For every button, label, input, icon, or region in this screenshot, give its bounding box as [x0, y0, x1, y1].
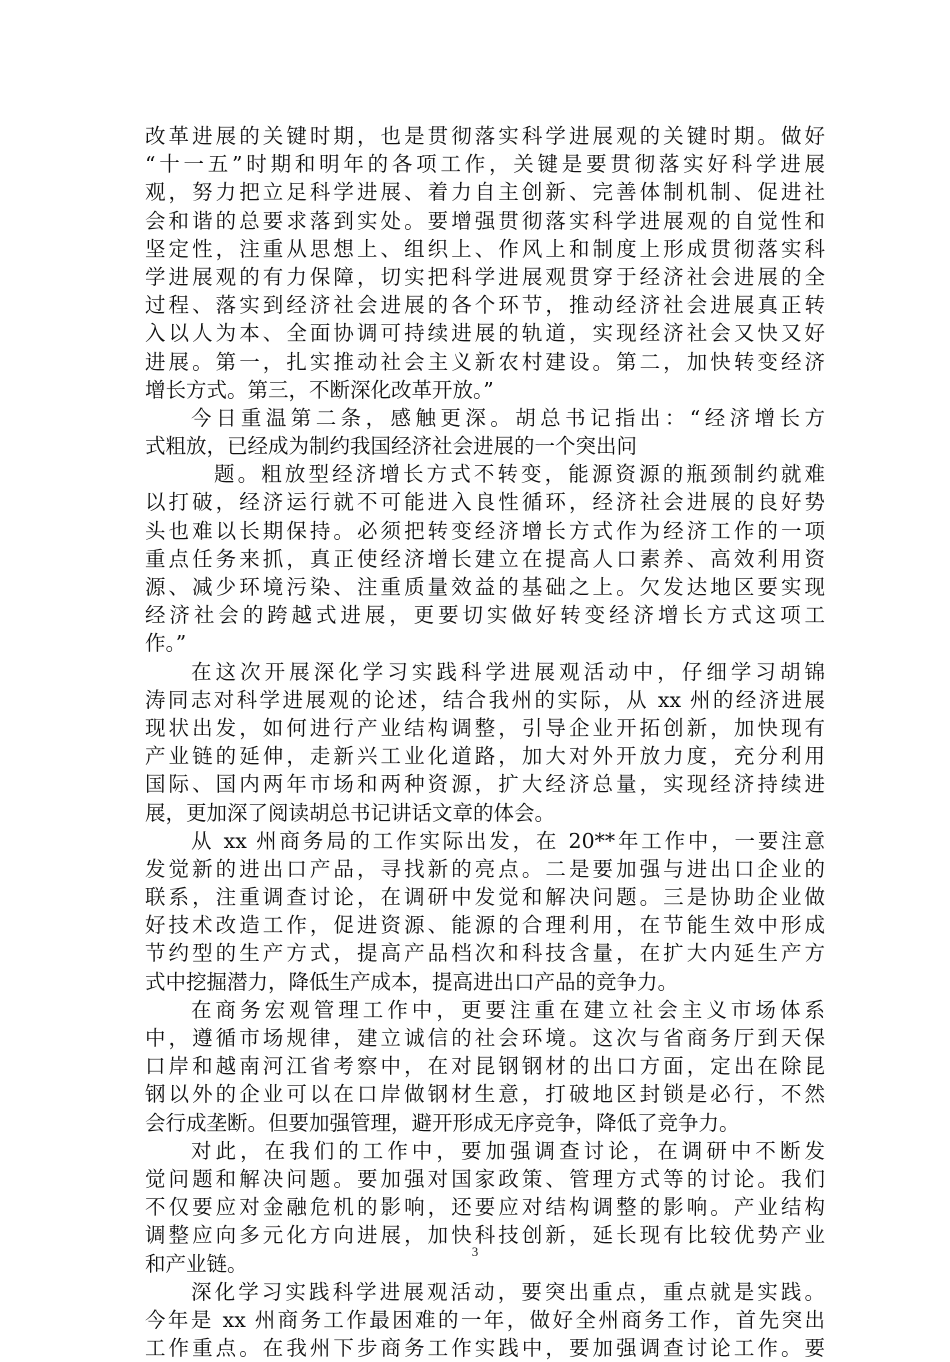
text-line: 重点任务来抓，真正使经济增长建立在提高人口素养、高效利用资 [145, 546, 825, 571]
text-line: 对此，在我们的工作中，要加强调查讨论，在调研中不断发 [191, 1138, 825, 1163]
document-body [145, 122, 825, 1362]
text-line: 在这次开展深化学习实践科学进展观活动中，仔细学习胡锦 [191, 659, 825, 684]
text-line: 观，努力把立足科学进展、着力自主创新、完善体制机制、促进社 [145, 180, 825, 205]
text-line: 题。粗放型经济增长方式不转变，能源资源的瓶颈制约就难 [214, 462, 825, 487]
text-line: 中，遵循市场规律，建立诚信的社会环境。这次与省商务厅到天保 [145, 1026, 825, 1050]
text-line: 钢以外的企业可以在口岸做钢材生意，打破地区封锁是必行，不然 [145, 1082, 825, 1107]
text-line: “十一五”时期和明年的各项工作，关键是要贯彻落实好科学进展 [145, 152, 825, 177]
text-line: 以打破，经济运行就不可能进入良性循环，经济社会进展的良好势 [145, 490, 825, 515]
text-line: 深化学习实践科学进展观活动，要突出重点，重点就是实践。 [191, 1279, 825, 1304]
text-line: 式粗放，已经成为制约我国经济社会进展的一个突出问 [145, 434, 637, 459]
text-line: 学进展观的有力保障，切实把科学进展观贯穿于经济社会进展的全 [145, 264, 825, 289]
text-line: 增长方式。第三，不断深化改革开放。” [145, 377, 494, 402]
text-line: 今年是 xx 州商务工作最困难的一年，做好全州商务工作，首先突出 [145, 1307, 825, 1332]
text-line: 联系，注重调查讨论，在调研中发觉和解决问题。三是协助企业做 [145, 885, 825, 910]
text-line: 发觉新的进出口产品，寻找新的亮点。二是要加强与进出口企业的 [145, 856, 825, 881]
text-line: 觉问题和解决问题。要加强对国家政策、管理方式等的讨论。我们 [145, 1166, 825, 1191]
text-line: 节约型的生产方式，提高产品档次和科技含量，在扩大内延生产方 [145, 941, 825, 966]
text-line: 调整应向多元化方向进展，加快科技创新，延长现有比较优势产业 [145, 1223, 825, 1248]
text-line: 过程、落实到经济社会进展的各个环节，推动经济社会进展真正转 [145, 293, 825, 318]
text-line: 和产业链。 [145, 1251, 248, 1276]
text-line: 会和谐的总要求落到实处。要增强贯彻落实科学进展观的自觉性和 [145, 208, 825, 233]
text-line: 产业链的延伸，走新兴工业化道路，加大对外开放力度，充分利用 [145, 744, 825, 769]
page-number: 3 [471, 1244, 479, 1259]
text-line: 进展。第一，扎实推动社会主义新农村建设。第二，加快转变经济 [145, 349, 825, 374]
text-line: 会行成垄断。但要加强管理，避开形成无序竞争，降低了竞争力。 [145, 1110, 740, 1135]
text-line: 口岸和越南河江省考察中，在对昆钢钢材的出口方面，定出在除昆 [145, 1054, 825, 1079]
text-line: 头也难以长期保持。必须把转变经济增长方式作为经济工作的一项 [145, 518, 825, 543]
text-line: 坚定性，注重从思想上、组织上、作风上和制度上形成贯彻落实科 [145, 236, 825, 261]
text-line: 好技术改造工作，促进资源、能源的合理利用，在节能生效中形成 [145, 913, 825, 938]
text-line: 现状出发，如何进行产业结构调整，引导企业开拓创新，加快现有 [145, 715, 825, 740]
text-line: 涛同志对科学进展观的论述，结合我州的实际，从 xx 州的经济进展 [145, 687, 825, 712]
text-line: 改革进展的关键时期，也是贯彻落实科学进展观的关键时期。做好 [145, 124, 825, 148]
text-line: 工作重点。在我州下步商务工作实践中，要加强调查讨论工作。要 [145, 1336, 825, 1361]
text-line: 今日重温第二条，感触更深。胡总书记指出：“经济增长方 [191, 405, 825, 430]
text-line: 从 xx 州商务局的工作实际出发，在 20**年工作中，一要注意 [191, 828, 825, 853]
text-line: 不仅要应对金融危机的影响，还要应对结构调整的影响。产业结构 [145, 1195, 825, 1220]
text-line: 在商务宏观管理工作中，更要注重在建立社会主义市场体系 [191, 997, 825, 1022]
text-line: 入以人为本、全面协调可持续进展的轨道，实现经济社会又快又好 [145, 321, 825, 346]
text-line: 式中挖掘潜力，降低生产成本，提高进出口产品的竞争力。 [145, 969, 678, 994]
text-line: 展，更加深了阅读胡总书记讲话文章的体会。 [145, 800, 555, 825]
text-line: 经济社会的跨越式进展，更要切实做好转变经济增长方式这项工 [145, 603, 825, 628]
text-line: 源、减少环境污染、注重质量效益的基础之上。欠发达地区要实现 [145, 575, 825, 599]
text-line: 作。” [145, 631, 187, 656]
text-line: 国际、国内两年市场和两种资源，扩大经济总量，实现经济持续进 [145, 772, 825, 797]
